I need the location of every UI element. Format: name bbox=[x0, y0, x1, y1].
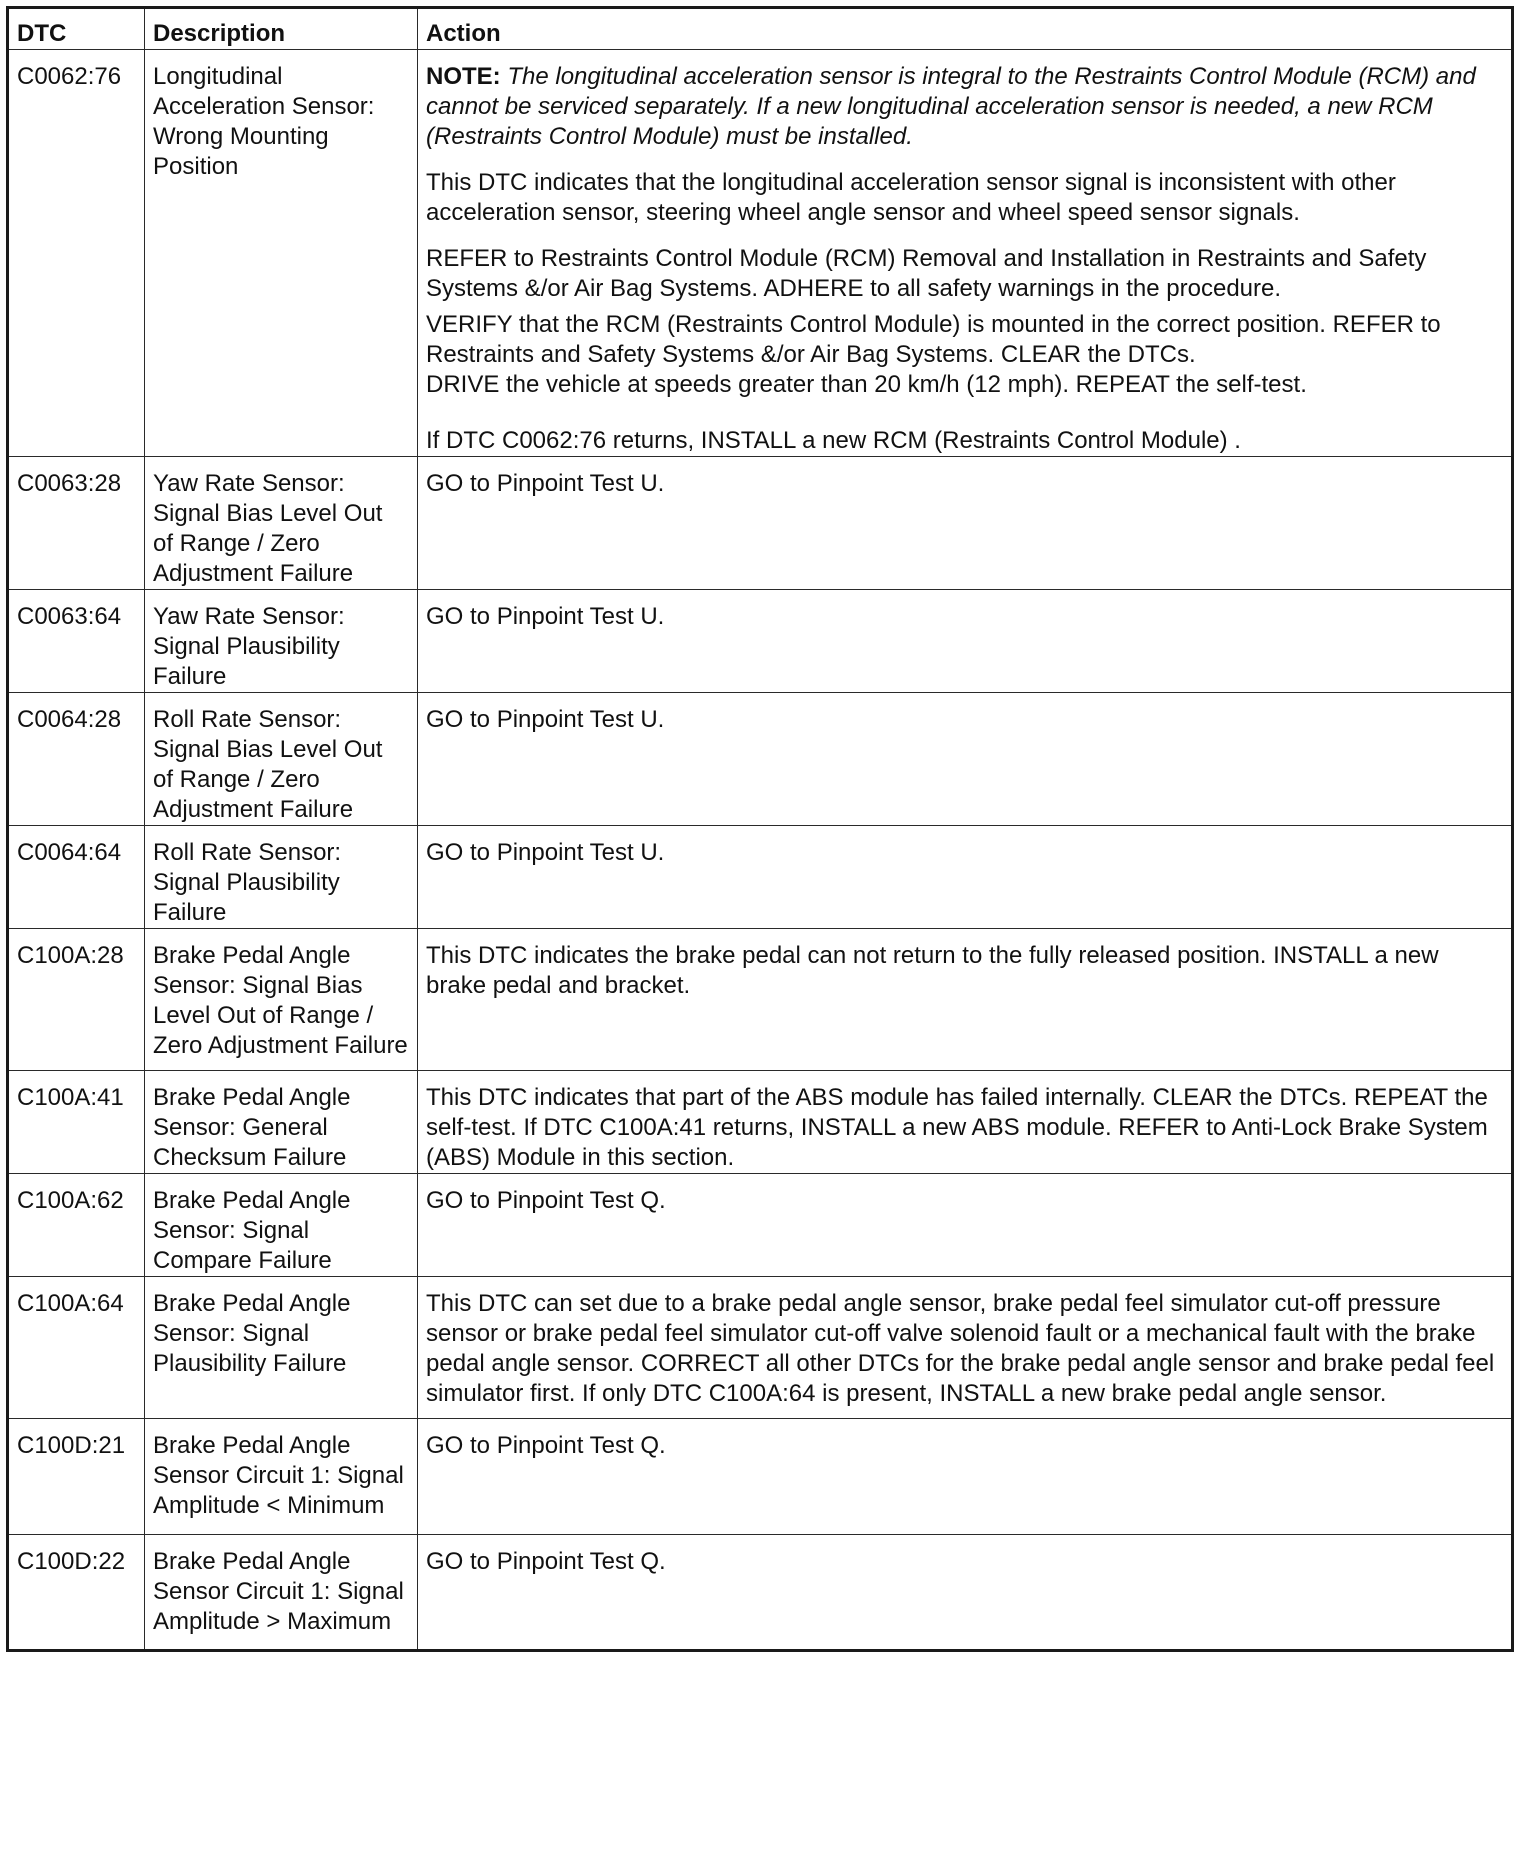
table-row bbox=[8, 693, 1513, 826]
dtc-description: Yaw Rate Sensor: Signal Bias Level Out of Range / Zero Adjustment Failure bbox=[145, 457, 418, 590]
dtc-action: GO to Pinpoint Test U. bbox=[418, 590, 1513, 693]
dtc-action: This DTC can set due to a brake pedal angle sensor, brake pedal feel simulator cut-off pressure sensor or brake pedal feel simulator cut-off valve solenoid fault or a mechanical fault with the brake pedal angle sensor. CORRECT all other DTCs for the brake pedal angle sensor and brake pedal feel simulator first. If only DTC C100A:64 is present, INSTALL a new brake pedal angle sensor. bbox=[418, 1277, 1513, 1419]
dtc-action: This DTC indicates that part of the ABS module has failed internally. CLEAR the DTCs. REPEAT the self-test. If DTC C100A:41 returns, INSTALL a new ABS module. REFER to Anti-Lock Brake System (ABS) Module in this section. bbox=[418, 1071, 1513, 1174]
dtc-description: Brake Pedal Angle Sensor Circuit 1: Signal Amplitude > Maximum bbox=[145, 1535, 418, 1651]
table-row bbox=[8, 50, 1513, 457]
dtc-description: Brake Pedal Angle Sensor: General Checksum Failure bbox=[145, 1071, 418, 1174]
header-row bbox=[8, 8, 1513, 50]
dtc-description: Longitudinal Acceleration Sensor: Wrong Mounting Position bbox=[145, 50, 418, 457]
dtc-description: Roll Rate Sensor: Signal Bias Level Out of Range / Zero Adjustment Failure bbox=[145, 693, 418, 826]
dtc-action: GO to Pinpoint Test U. bbox=[418, 457, 1513, 590]
header-description: Description bbox=[145, 8, 418, 50]
dtc-description: Brake Pedal Angle Sensor Circuit 1: Signal Amplitude < Minimum bbox=[145, 1419, 418, 1535]
dtc-code: C100A:41 bbox=[8, 1071, 145, 1174]
table-row bbox=[8, 826, 1513, 929]
dtc-table bbox=[6, 6, 1514, 1652]
dtc-code: C0063:28 bbox=[8, 457, 145, 590]
dtc-description: Brake Pedal Angle Sensor: Signal Compare Failure bbox=[145, 1174, 418, 1277]
dtc-code: C100D:22 bbox=[8, 1535, 145, 1651]
dtc-action bbox=[418, 50, 1513, 457]
dtc-description: Brake Pedal Angle Sensor: Signal Plausibility Failure bbox=[145, 1277, 418, 1419]
table-row bbox=[8, 1277, 1513, 1419]
dtc-action: GO to Pinpoint Test U. bbox=[418, 693, 1513, 826]
dtc-code: C0063:64 bbox=[8, 590, 145, 693]
dtc-description: Yaw Rate Sensor: Signal Plausibility Failure bbox=[145, 590, 418, 693]
header-action: Action bbox=[418, 8, 1513, 50]
dtc-action: GO to Pinpoint Test U. bbox=[418, 826, 1513, 929]
header-dtc: DTC bbox=[8, 8, 145, 50]
dtc-description: Brake Pedal Angle Sensor: Signal Bias Level Out of Range / Zero Adjustment Failure bbox=[145, 929, 418, 1071]
dtc-action: GO to Pinpoint Test Q. bbox=[418, 1535, 1513, 1651]
dtc-action: This DTC indicates the brake pedal can not return to the fully released position. INSTALL a new brake pedal and bracket. bbox=[418, 929, 1513, 1071]
table-row bbox=[8, 929, 1513, 1071]
table-row bbox=[8, 1174, 1513, 1277]
action-paragraph: REFER to Restraints Control Module (RCM) Removal and Installation in Restraints and Safety Systems &/or Air Bag Systems. ADHERE to all safety warnings in the procedure. bbox=[426, 245, 1427, 302]
note-text: The longitudinal acceleration sensor is integral to the Restraints Control Module (RCM) and cannot be serviced separately. If a new longitudinal acceleration sensor is needed, a new RCM (Restraints Control Module) must be installed. bbox=[426, 63, 1476, 150]
action-paragraph: If DTC C0062:76 returns, INSTALL a new RCM (Restraints Control Module) . bbox=[426, 427, 1241, 454]
action-paragraph: VERIFY that the RCM (Restraints Control Module) is mounted in the correct position. REFER to Restraints and Safety Systems &/or Air Bag Systems. CLEAR the DTCs. bbox=[426, 311, 1441, 368]
note-label: NOTE: bbox=[426, 63, 501, 90]
note-paragraph bbox=[426, 62, 1503, 152]
dtc-code: C100D:21 bbox=[8, 1419, 145, 1535]
dtc-description: Roll Rate Sensor: Signal Plausibility Failure bbox=[145, 826, 418, 929]
dtc-code: C100A:28 bbox=[8, 929, 145, 1071]
action-paragraph: This DTC indicates that the longitudinal acceleration sensor signal is inconsistent with other acceleration sensor, steering wheel angle sensor and wheel speed sensor signals. bbox=[426, 169, 1396, 226]
table-row bbox=[8, 1535, 1513, 1651]
action-paragraph: DRIVE the vehicle at speeds greater than 20 km/h (12 mph). REPEAT the self-test. bbox=[426, 371, 1307, 398]
dtc-action: GO to Pinpoint Test Q. bbox=[418, 1419, 1513, 1535]
dtc-code: C0062:76 bbox=[8, 50, 145, 457]
dtc-code: C100A:64 bbox=[8, 1277, 145, 1419]
table-row bbox=[8, 1071, 1513, 1174]
dtc-code: C0064:28 bbox=[8, 693, 145, 826]
table-row bbox=[8, 457, 1513, 590]
table-row bbox=[8, 590, 1513, 693]
dtc-action: GO to Pinpoint Test Q. bbox=[418, 1174, 1513, 1277]
table-row bbox=[8, 1419, 1513, 1535]
dtc-code: C0064:64 bbox=[8, 826, 145, 929]
dtc-code: C100A:62 bbox=[8, 1174, 145, 1277]
